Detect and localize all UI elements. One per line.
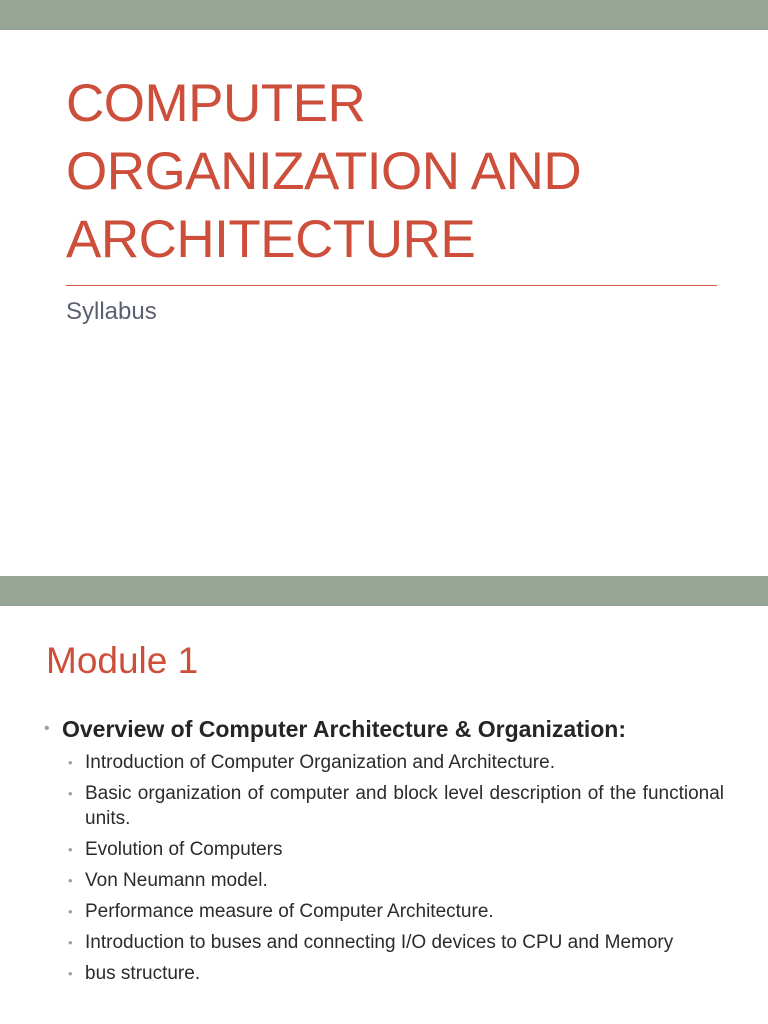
title-line: ORGANIZATION AND bbox=[66, 142, 582, 201]
list-item-text: Introduction to buses and connecting I/O devices to CPU and Memory bbox=[85, 932, 674, 953]
list-item-text: bus structure. bbox=[85, 963, 201, 984]
list-item bbox=[68, 750, 724, 775]
bullet-icon: • bbox=[44, 720, 50, 737]
bullet-icon: • bbox=[68, 873, 73, 888]
list-item bbox=[68, 781, 724, 831]
bullet-icon: • bbox=[68, 755, 73, 770]
list-item-text: Evolution of Computers bbox=[85, 839, 283, 860]
bullet-icon: • bbox=[68, 904, 73, 919]
list-item bbox=[68, 899, 724, 924]
list-item-text: Performance measure of Computer Architecture. bbox=[85, 901, 494, 922]
title-line: ARCHITECTURE bbox=[66, 210, 476, 269]
list-item bbox=[68, 930, 724, 955]
list-item-text: Basic organization of computer and block level description of the functional units. bbox=[85, 783, 724, 829]
slide-content bbox=[44, 714, 724, 992]
section-heading bbox=[44, 714, 724, 744]
module-slide bbox=[0, 576, 768, 1024]
bullet-icon: • bbox=[68, 935, 73, 950]
slide-subtitle: Syllabus bbox=[66, 298, 157, 325]
section-heading-text: Overview of Computer Architecture & Organization: bbox=[62, 716, 627, 742]
bullet-icon: • bbox=[68, 842, 73, 857]
bullet-icon: • bbox=[68, 966, 73, 981]
slide-title bbox=[66, 70, 746, 274]
list-item-text: Von Neumann model. bbox=[85, 870, 268, 891]
slide-header-band bbox=[0, 576, 768, 606]
module-title: Module 1 bbox=[46, 640, 199, 681]
list-item bbox=[68, 961, 724, 986]
slide-header-band bbox=[0, 0, 768, 30]
list-item bbox=[68, 837, 724, 862]
list-item bbox=[68, 868, 724, 893]
title-divider bbox=[66, 285, 717, 286]
title-line: COMPUTER bbox=[66, 74, 366, 133]
topic-list bbox=[44, 750, 724, 986]
list-item-text: Introduction of Computer Organization and Architecture. bbox=[85, 752, 555, 773]
bullet-icon: • bbox=[68, 786, 73, 801]
